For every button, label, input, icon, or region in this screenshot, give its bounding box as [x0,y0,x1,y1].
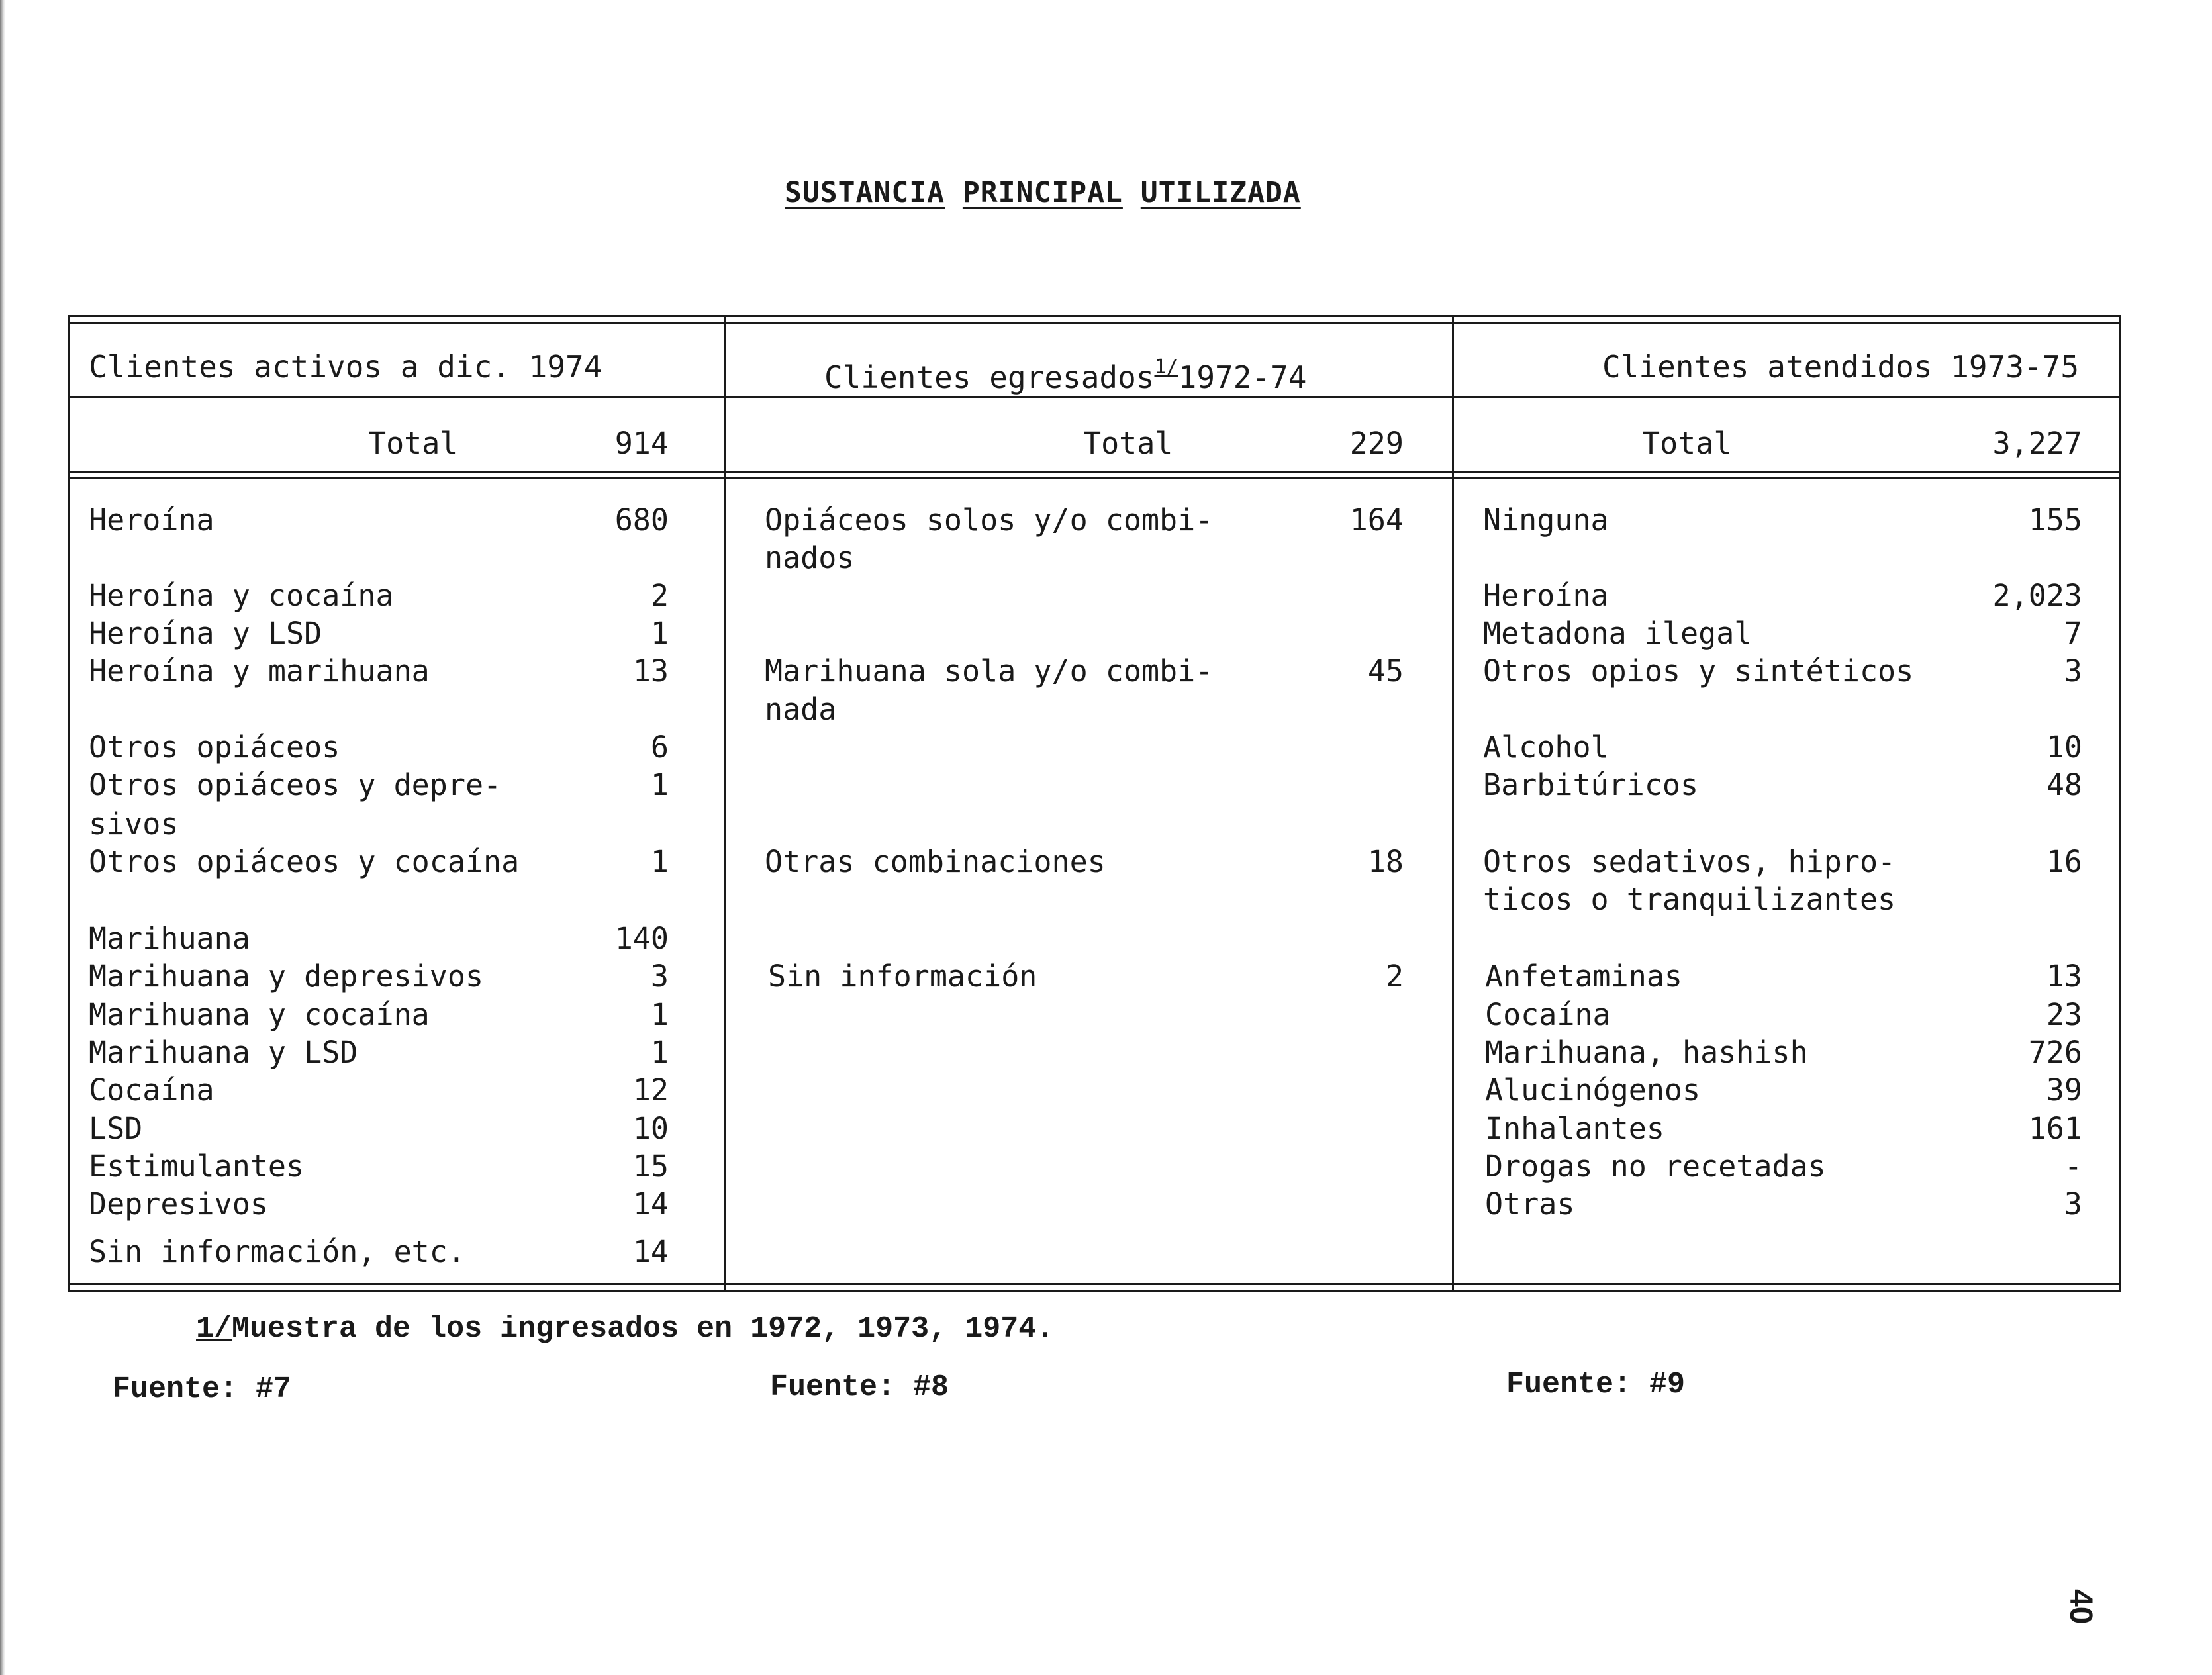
table-row-value: 680 [614,502,669,538]
header-years: 1972-74 [1178,359,1307,395]
table-row-value: 13 [2046,959,2082,994]
table-row-label: Estimulantes [89,1149,305,1184]
table-row-value: 10 [2046,730,2082,765]
table-row-label: Cocaína [89,1073,215,1108]
table-row-label: Otras [1485,1186,1575,1221]
table-row-label: Heroína [89,502,215,538]
table-row-value: 3 [2064,1186,2082,1221]
table-row-label: Drogas no recetadas [1485,1149,1826,1184]
page-number: 40 [2063,1589,2098,1625]
table-row-value: 16 [2046,844,2082,879]
table-row-value: 23 [2046,997,2082,1032]
total-value: 229 [1349,426,1404,461]
table-row-label: Inhalantes [1485,1111,1664,1146]
table-row-value: 2 [1385,959,1404,994]
footnote-mark: 1/ [196,1312,232,1346]
total-divider [68,471,2121,473]
table-row-value: 3 [2064,653,2082,689]
table-row-value: 155 [2028,502,2082,538]
table-row-label: Marihuana sola y/o combi- [765,653,1214,689]
footnote [196,1312,1054,1346]
table-row-label: Alcohol [1483,730,1609,765]
source-note: Fuente: #8 [770,1370,949,1404]
table-row-value: 14 [632,1234,669,1269]
table-row-label: Ninguna [1483,502,1609,538]
total-label: Total [1083,426,1173,461]
table-row-label: Anfetaminas [1485,959,1683,994]
table-row-label-continued: nados [765,540,855,575]
source-note: Fuente: #7 [113,1372,292,1406]
source-note: Fuente: #9 [1506,1368,1686,1402]
total-divider-inner [68,477,2121,479]
column-divider-2 [1452,315,1454,1292]
table-row-label: Marihuana y cocaína [89,997,430,1032]
table-row-value: 2 [650,578,669,613]
table-row-value: 15 [632,1149,669,1184]
table-row-value: 140 [614,921,669,956]
table-row-value: 14 [632,1186,669,1221]
table-row-label: Cocaína [1485,997,1611,1032]
table-row-value: - [2064,1149,2082,1184]
table-row-label: Alucinógenos [1485,1073,1701,1108]
table-row-label: Otros opiáceos [89,730,340,765]
table-row-label: Marihuana y LSD [89,1035,358,1070]
table-top-rule [68,315,2121,317]
column-divider-1 [724,315,726,1292]
title-word: PRINCIPAL [962,176,1123,209]
column-header-atendidos: Clientes atendidos 1973-75 [1602,349,2080,385]
table-bottom-rule-inner [68,1283,2121,1285]
page-title [785,176,1301,209]
table-row-value: 10 [632,1111,669,1146]
table-row-value: 164 [1349,502,1404,538]
title-word: SUSTANCIA [785,176,945,209]
table-row-label: Marihuana [89,921,250,956]
table-row-value: 6 [650,730,669,765]
table-row-label-continued: sivos [89,806,179,841]
total-value: 914 [614,426,669,461]
page-edge [0,0,5,1675]
table-row-label: LSD [89,1111,143,1146]
total-value: 3,227 [1992,426,2082,461]
table-row-label: Sin información [768,959,1037,994]
table-row-value: 1 [650,997,669,1032]
table-row-label: Barbitúricos [1483,767,1699,802]
table-row-value: 45 [1367,653,1404,689]
table-row-value: 18 [1367,844,1404,879]
table-row-label: Heroína [1483,578,1609,613]
table-row-label: Metadona ilegal [1483,616,1753,651]
table-row-label: Marihuana, hashish [1485,1035,1808,1070]
table-top-rule-inner [68,322,2121,324]
header-text: Clientes egresados [824,359,1155,395]
table-row-value: 13 [632,653,669,689]
table-row-label-continued: nada [765,692,837,727]
table-row-label: Otros sedativos, hipro- [1483,844,1896,879]
table-row-value: 1 [650,1035,669,1070]
total-label: Total [368,426,458,461]
table-row-value: 3 [650,959,669,994]
table-row-label: Otros opiáceos y depre- [89,767,502,802]
table-row-label: Heroína y LSD [89,616,322,651]
table-row-label: Otros opios y sintéticos [1483,653,1914,689]
table-row-value: 161 [2028,1111,2082,1146]
table-row-value: 1 [650,767,669,802]
table-row-value: 39 [2046,1073,2082,1108]
column-header-activos: Clientes activos a dic. 1974 [89,349,602,385]
footnote-text: Muestra de los ingresados en 1972, 1973, 1974. [232,1312,1055,1346]
table-row-label: Opiáceos solos y/o combi- [765,502,1214,538]
table-row-label: Otras combinaciones [765,844,1106,879]
title-word: UTILIZADA [1140,176,1301,209]
footnote-ref: 1/ [1154,356,1178,379]
table-bottom-rule [68,1290,2121,1292]
total-label: Total [1642,426,1732,461]
table-row-value: 12 [632,1073,669,1108]
table-row-value: 1 [650,616,669,651]
table-row-label-continued: ticos o tranquilizantes [1483,882,1896,917]
table-row-value: 1 [650,844,669,879]
table-row-label: Otros opiáceos y cocaína [89,844,520,879]
table-row-label: Sin información, etc. [89,1234,465,1269]
table-row-value: 726 [2028,1035,2082,1070]
table-row-value: 7 [2064,616,2082,651]
table-row-label: Heroína y marihuana [89,653,430,689]
table-row-label: Heroína y cocaína [89,578,394,613]
table-row-value: 48 [2046,767,2082,802]
table-row-value: 2,023 [1992,578,2082,613]
column-header-egresados [824,348,1307,397]
table-row-label: Depresivos [89,1186,268,1221]
table-row-label: Marihuana y depresivos [89,959,484,994]
